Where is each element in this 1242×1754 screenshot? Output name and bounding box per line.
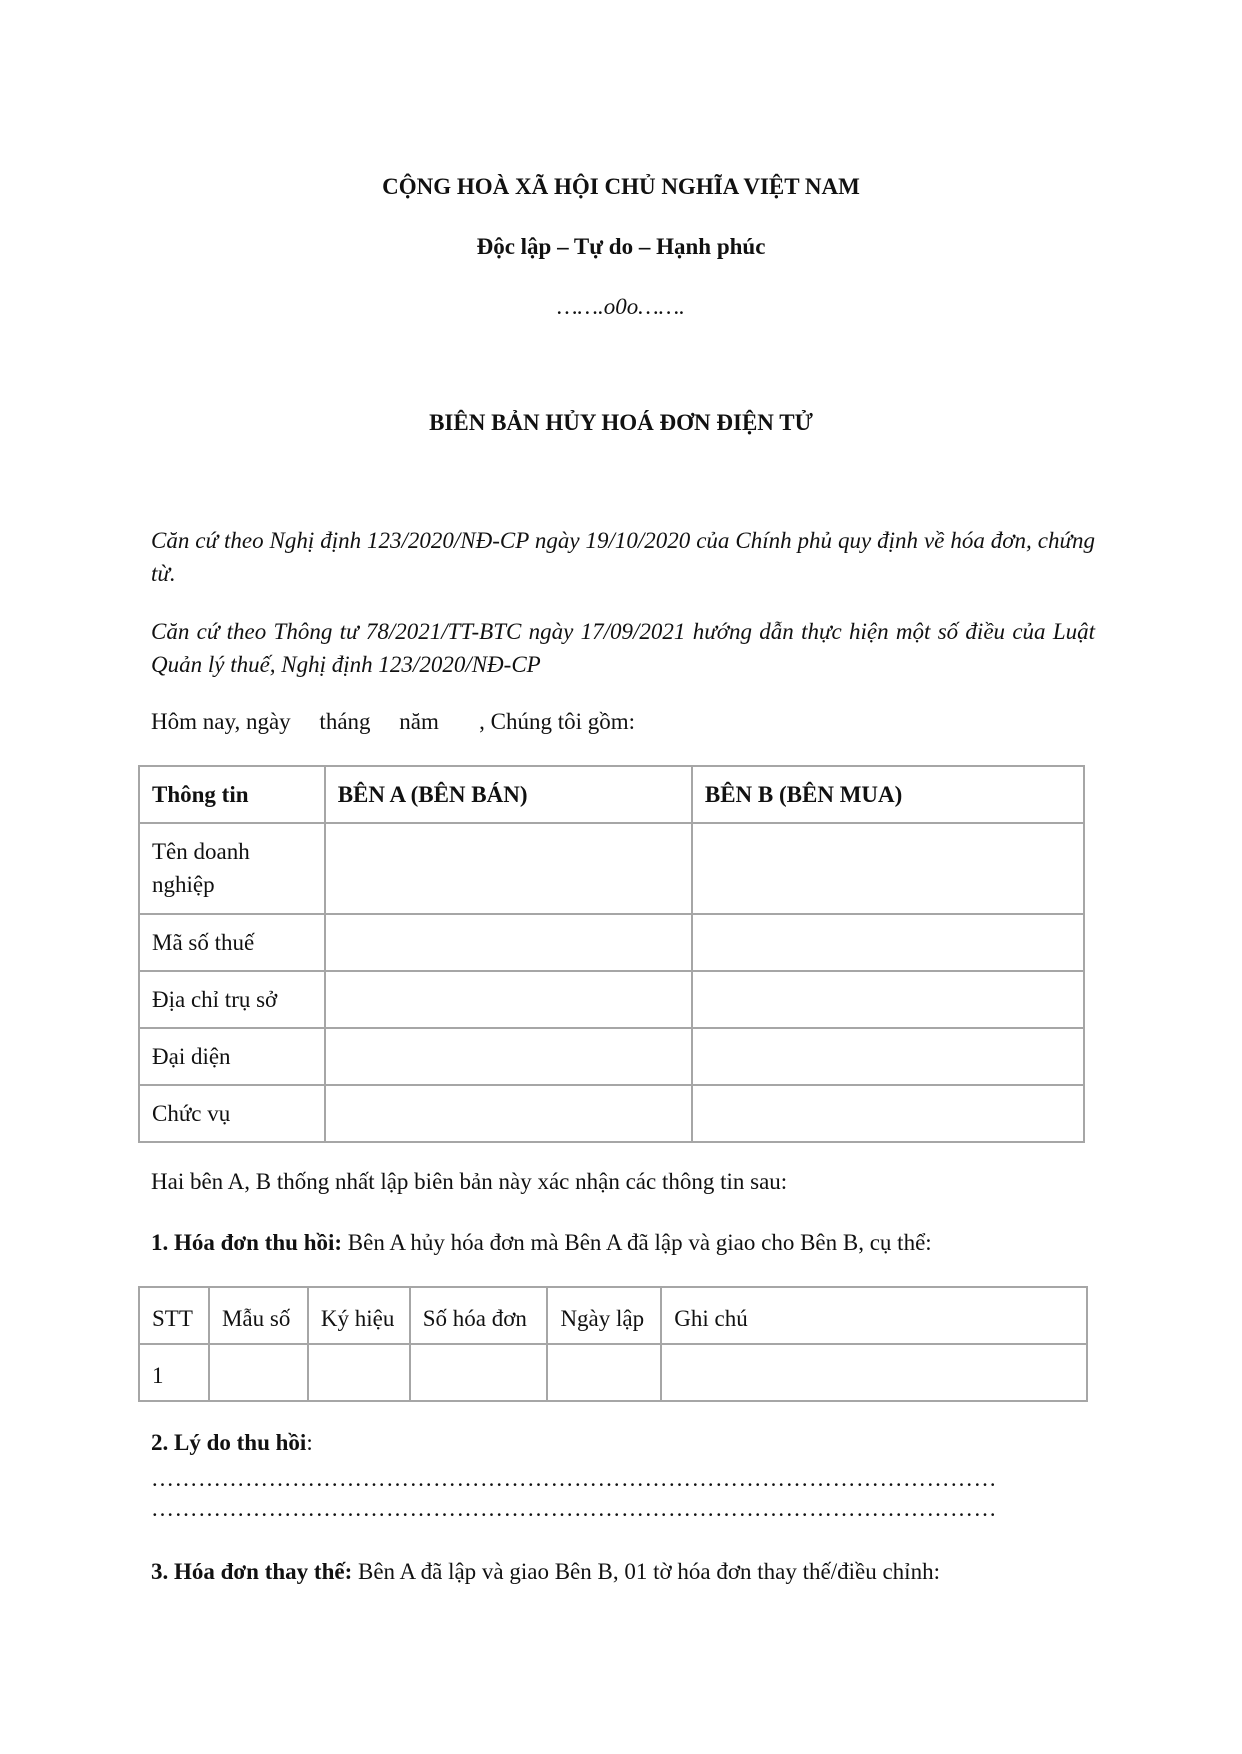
header-cell: Số hóa đơn [410,1287,548,1344]
separator: …….o0o……. [557,294,685,319]
reason-line-1[interactable]: ……………………………………………………………………………………………… [151,1466,997,1491]
stt-cell: 1 [139,1344,209,1401]
country-heading: CỘNG HOÀ XÃ HỘI CHỦ NGHĨA VIỆT NAM [382,174,860,199]
agreement-text: Hai bên A, B thống nhất lập biên bản này xác nhận các thông tin sau: [151,1169,788,1194]
table-row [139,1344,1087,1401]
reason-line-2[interactable]: ……………………………………………………………………………………………… [151,1496,997,1521]
section-1-text: Bên A hủy hóa đơn mà Bên A đã lập và giao cho Bên B, cụ thể: [342,1230,932,1255]
party-b-cell[interactable] [692,1085,1084,1142]
table-row [139,823,1084,914]
party-b-cell[interactable] [692,1028,1084,1085]
header-cell: BÊN A (BÊN BÁN) [325,766,692,823]
row-label: Tên doanh nghiệp [139,823,325,914]
table-row [139,1028,1084,1085]
issue-date-cell[interactable] [547,1344,661,1401]
header-cell: Ghi chú [661,1287,1087,1344]
header-cell: Mẫu số [209,1287,308,1344]
row-label: Đại diện [139,1028,325,1085]
table-row [139,914,1084,971]
invoice-header-row [139,1287,1087,1344]
row-label: Mã số thuế [139,914,325,971]
section-2-label: 2. Lý do thu hồi [151,1430,307,1455]
table-row [139,971,1084,1028]
party-b-cell[interactable] [692,914,1084,971]
header-cell: BÊN B (BÊN MUA) [692,766,1084,823]
parties-header-row [139,766,1084,823]
parties-table [138,765,1085,1143]
document-title: BIÊN BẢN HỦY HOÁ ĐƠN ĐIỆN TỬ [429,410,813,435]
party-a-cell[interactable] [325,1028,692,1085]
section-1 [151,1230,932,1256]
section-3-text: Bên A đã lập và giao Bên B, 01 tờ hóa đơn thay thế/điều chỉnh: [352,1559,940,1584]
section-3 [151,1559,940,1585]
section-2 [151,1430,313,1456]
party-a-cell[interactable] [325,1085,692,1142]
header-cell: STT [139,1287,209,1344]
section-2-colon: : [306,1430,313,1455]
invoice-number-cell[interactable] [410,1344,548,1401]
invoice-table [138,1286,1088,1402]
row-label: Địa chỉ trụ sở [139,971,325,1028]
section-1-label: 1. Hóa đơn thu hồi: [151,1230,343,1255]
party-a-cell[interactable] [325,914,692,971]
row-label: Chức vụ [139,1085,325,1142]
header-cell: Thông tin [139,766,325,823]
header-cell: Ngày lập [547,1287,661,1344]
note-cell[interactable] [661,1344,1087,1401]
party-a-cell[interactable] [325,823,692,914]
legal-basis-1: Căn cứ theo Nghị định 123/2020/NĐ-CP ngày 19/10/2020 của Chính phủ quy định về hóa đơn, chứng từ. [151,528,1095,586]
header-cell: Ký hiệu [308,1287,410,1344]
section-3-label: 3. Hóa đơn thay thế: [151,1559,353,1584]
party-b-cell[interactable] [692,971,1084,1028]
motto: Độc lập – Tự do – Hạnh phúc [476,234,766,259]
legal-basis-2: Căn cứ theo Thông tư 78/2021/TT-BTC ngày 17/09/2021 hướng dẫn thực hiện một số điều của Luật Quản lý thuế, Nghị định 123/2020/NĐ-CP [151,619,1095,677]
symbol-cell[interactable] [308,1344,410,1401]
form-number-cell[interactable] [209,1344,308,1401]
party-a-cell[interactable] [325,971,692,1028]
date-line: Hôm nay, ngày tháng năm , Chúng tôi gồm: [151,709,636,734]
party-b-cell[interactable] [692,823,1084,914]
table-row [139,1085,1084,1142]
